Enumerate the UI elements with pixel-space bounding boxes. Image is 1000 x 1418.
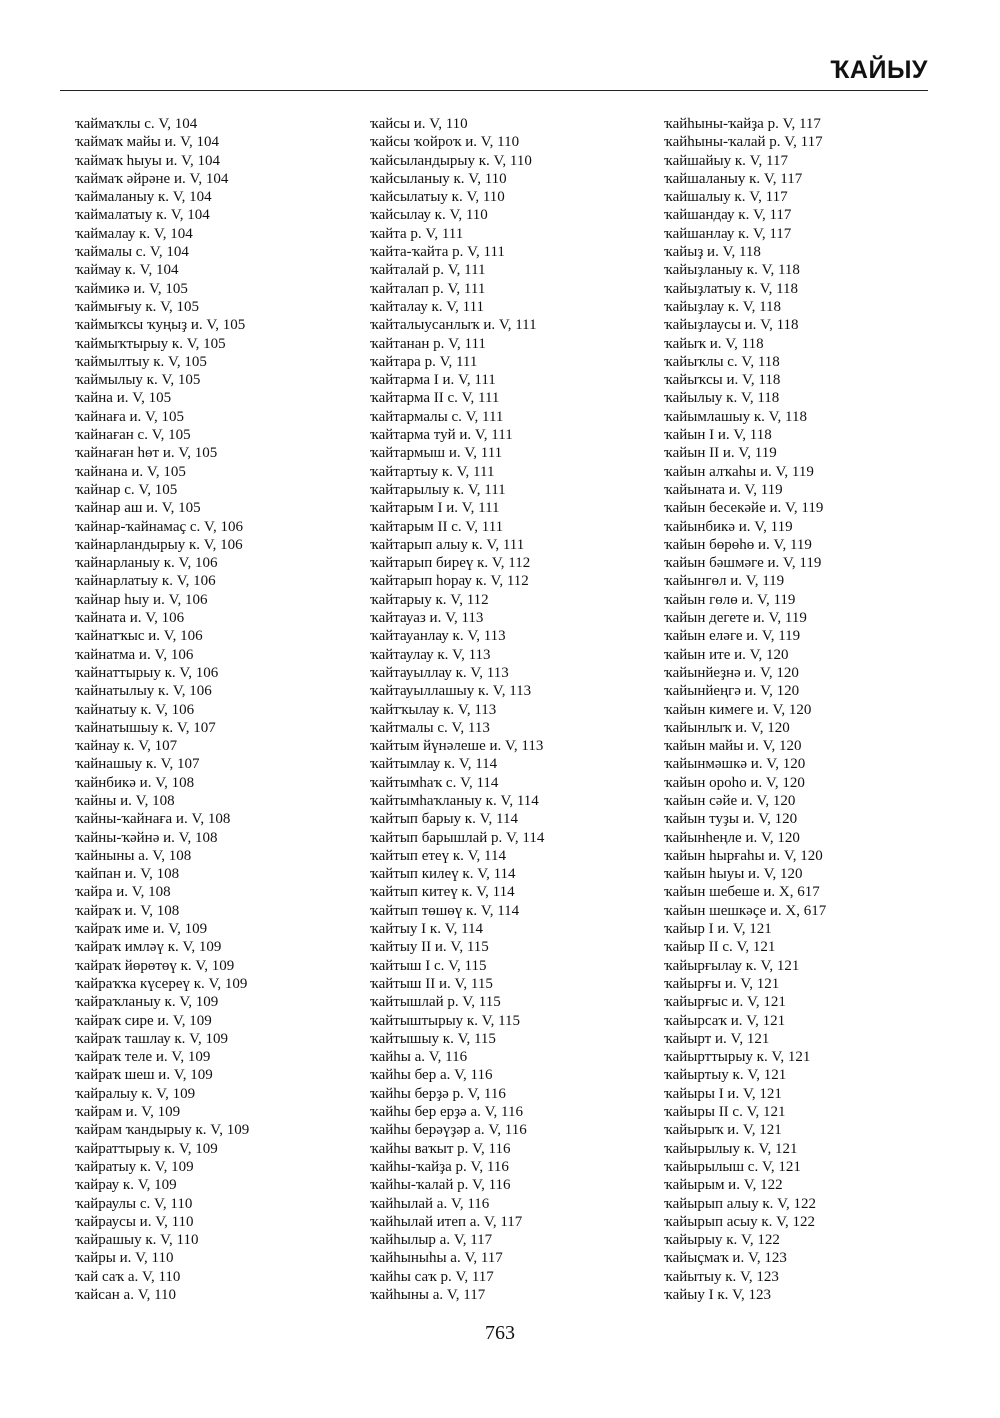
index-entry: ҡаймаҡлы с. V, 104 bbox=[75, 116, 198, 132]
index-entry: ҡайын II и. V, 119 bbox=[664, 445, 777, 462]
index-entry: ҡайраҡ теле и. V, 109 bbox=[75, 1049, 211, 1066]
index-entry: ҡайыҙлатыу к. V, 118 bbox=[664, 280, 799, 297]
index-entry: ҡайын һырғаһы и. V, 120 bbox=[664, 847, 823, 864]
index-entry: ҡайсан а. V, 110 bbox=[75, 1287, 177, 1303]
index-entry: ҡайсылатыу к. V, 110 bbox=[370, 189, 505, 206]
index-entry: ҡайнатма и. V, 106 bbox=[75, 646, 194, 663]
index-entry: ҡайынйеңгә и. V, 120 bbox=[664, 683, 800, 700]
index-entry: ҡаймалатыу к. V, 104 bbox=[75, 207, 210, 224]
index-entry: ҡайһыны-ҡайҙа р. V, 117 bbox=[664, 116, 821, 132]
index-entry: ҡайын һыуы и. V, 120 bbox=[664, 866, 803, 883]
index-entry: ҡайырғылау к. V, 121 bbox=[664, 957, 800, 974]
index-entry: ҡайсыланыу к. V, 110 bbox=[370, 170, 507, 187]
index-entry: ҡайынйеҙнә и. V, 120 bbox=[664, 664, 799, 681]
index-entry: ҡайынмәшкә и. V, 120 bbox=[664, 756, 806, 773]
index-entry: ҡайырып алыу к. V, 122 bbox=[664, 1195, 817, 1212]
index-entry: ҡайнатылыу к. V, 106 bbox=[75, 683, 212, 700]
index-entry: ҡайталап р. V, 111 bbox=[370, 280, 486, 297]
index-column-1 bbox=[75, 115, 249, 1304]
index-entry: ҡайһы-ҡалай р. V, 116 bbox=[370, 1177, 511, 1194]
index-entry: ҡайтыу I к. V, 114 bbox=[370, 921, 484, 938]
index-entry: ҡайын кимеге и. V, 120 bbox=[664, 701, 812, 718]
index-entry: ҡайһы саҡ р. V, 117 bbox=[370, 1268, 494, 1285]
index-entry: ҡайтып барышлай р. V, 114 bbox=[370, 829, 545, 846]
index-entry: ҡайтҡылау к. V, 113 bbox=[370, 701, 497, 718]
index-entry: ҡайыната и. V, 119 bbox=[664, 481, 783, 498]
index-entry: ҡайылыу к. V, 118 bbox=[664, 390, 780, 407]
index-column-3 bbox=[664, 115, 826, 1304]
index-entry: ҡайраусы и. V, 110 bbox=[75, 1213, 194, 1230]
index-entry: ҡайта-ҡайта р. V, 111 bbox=[370, 244, 505, 261]
index-entry: ҡайсы и. V, 110 bbox=[370, 116, 468, 132]
index-entry: ҡайын сәйе и. V, 120 bbox=[664, 792, 796, 809]
index-entry: ҡайын бәшмәге и. V, 119 bbox=[664, 555, 822, 572]
index-entry: ҡайтымһаҡланыу к. V, 114 bbox=[370, 792, 539, 809]
index-entry: ҡайра и. V, 108 bbox=[75, 884, 171, 901]
index-entry: ҡайнар һыу и. V, 106 bbox=[75, 591, 208, 608]
index-entry: ҡайын шебеше и. X, 617 bbox=[664, 884, 820, 901]
index-entry: ҡайната и. V, 106 bbox=[75, 610, 185, 627]
index-entry: ҡайын I и. V, 118 bbox=[664, 427, 772, 444]
index-entry: ҡаймау к. V, 104 bbox=[75, 262, 179, 279]
index-entry: ҡайһы бер а. V, 116 bbox=[370, 1067, 493, 1084]
index-entry: ҡайтыш II и. V, 115 bbox=[370, 975, 493, 992]
index-entry: ҡайраҡ име и. V, 109 bbox=[75, 921, 208, 938]
index-entry: ҡайтауаз и. V, 113 bbox=[370, 610, 484, 627]
index-entry: ҡайнана и. V, 105 bbox=[75, 463, 186, 480]
index-entry: ҡайнаға и. V, 105 bbox=[75, 408, 184, 425]
index-entry: ҡайраҡ ташлау к. V, 109 bbox=[75, 1030, 229, 1047]
index-entry: ҡайһы берәүҙәр а. V, 116 bbox=[370, 1122, 527, 1139]
index-entry: ҡайнарландырыу к. V, 106 bbox=[75, 536, 243, 553]
index-entry: ҡайнар с. V, 105 bbox=[75, 481, 178, 498]
index-entry: ҡаймалау к. V, 104 bbox=[75, 225, 193, 242]
index-entry: ҡайрам ҡандырыу к. V, 109 bbox=[75, 1122, 250, 1139]
index-entry: ҡайтауанлау к. V, 113 bbox=[370, 628, 506, 645]
index-entry: ҡайратыу к. V, 109 bbox=[75, 1158, 194, 1175]
index-entry: ҡайнатышыу к. V, 107 bbox=[75, 719, 216, 736]
index-entry: ҡайнаған һөт и. V, 105 bbox=[75, 445, 218, 462]
index-entry: ҡайырыу к. V, 122 bbox=[664, 1232, 780, 1249]
index-entry: ҡайсылау к. V, 110 bbox=[370, 207, 488, 224]
index-entry: ҡайын ороһо и. V, 120 bbox=[664, 774, 805, 791]
index-entry: ҡайта р. V, 111 bbox=[370, 225, 464, 242]
index-entry: ҡайшандау к. V, 117 bbox=[664, 207, 792, 224]
index-entry: ҡайырт и. V, 121 bbox=[664, 1030, 770, 1047]
index-entry: ҡайтып килеү к. V, 114 bbox=[370, 866, 516, 883]
index-entry: ҡайпан и. V, 108 bbox=[75, 866, 180, 883]
index-entry: ҡайһы ваҡыт р. V, 116 bbox=[370, 1140, 511, 1157]
index-entry: ҡайыҙланыу к. V, 118 bbox=[664, 262, 800, 279]
index-entry: ҡайын дегете и. V, 119 bbox=[664, 610, 807, 627]
index-entry: ҡаймығыу к. V, 105 bbox=[75, 298, 200, 315]
index-entry: ҡайраҡ и. V, 108 bbox=[75, 902, 180, 919]
index-entry: ҡайырғыс и. V, 121 bbox=[664, 994, 786, 1011]
index-entry: ҡайһы-ҡайҙа р. V, 116 bbox=[370, 1158, 509, 1175]
index-entry: ҡайнашыу к. V, 107 bbox=[75, 756, 200, 773]
index-entry: ҡайнаттырыу к. V, 106 bbox=[75, 664, 219, 681]
index-entry: ҡайымлашыу к. V, 118 bbox=[664, 408, 808, 425]
index-entry: ҡайыу I к. V, 123 bbox=[664, 1287, 772, 1303]
index-entry: ҡайын алҡаһы и. V, 119 bbox=[664, 463, 814, 480]
index-entry: ҡайтауыллашыу к. V, 113 bbox=[370, 683, 532, 700]
index-entry: ҡайыҙлау к. V, 118 bbox=[664, 298, 782, 315]
index-entry: ҡайтарыу к. V, 112 bbox=[370, 591, 489, 608]
index-entry: ҡайнар аш и. V, 105 bbox=[75, 500, 201, 517]
index-entry: ҡайсыландырыу к. V, 110 bbox=[370, 152, 532, 169]
index-entry: ҡайынбикә и. V, 119 bbox=[664, 518, 793, 535]
index-entry: ҡайырыҡ и. V, 121 bbox=[664, 1122, 782, 1139]
index-entry: ҡайраҡ сире и. V, 109 bbox=[75, 1012, 212, 1029]
index-entry: ҡайны-ҡәйнә и. V, 108 bbox=[75, 829, 218, 846]
index-entry: ҡайын еләге и. V, 119 bbox=[664, 628, 801, 645]
index-entry: ҡайһыныһы а. V, 117 bbox=[370, 1250, 503, 1267]
index-entry: ҡайтаулау к. V, 113 bbox=[370, 646, 491, 663]
index-entry: ҡайталыусанлыҡ и. V, 111 bbox=[370, 317, 537, 334]
index-entry: ҡаймыҡтырыу к. V, 105 bbox=[75, 335, 226, 352]
index-entry: ҡайһы бер ерҙә а. V, 116 bbox=[370, 1104, 523, 1121]
index-entry: ҡайырым и. V, 122 bbox=[664, 1177, 783, 1194]
index-entry: ҡайраҡ имләү к. V, 109 bbox=[75, 939, 222, 956]
index-entry: ҡайырттырыу к. V, 121 bbox=[664, 1049, 811, 1066]
index-entry: ҡаймаҡ һыуы и. V, 104 bbox=[75, 152, 221, 169]
index-entry: ҡайры и. V, 110 bbox=[75, 1250, 174, 1267]
index-entry: ҡаймалы с. V, 104 bbox=[75, 244, 189, 261]
index-entry: ҡайынһеңле и. V, 120 bbox=[664, 829, 800, 846]
index-entry: ҡайыҫмаҡ и. V, 123 bbox=[664, 1250, 787, 1267]
index-entry: ҡайныны а. V, 108 bbox=[75, 847, 192, 864]
index-entry: ҡайшайыу к. V, 117 bbox=[664, 152, 788, 169]
index-entry: ҡайыры I и. V, 121 bbox=[664, 1085, 782, 1102]
index-entry: ҡайтарып алыу к. V, 111 bbox=[370, 536, 525, 553]
index-entry: ҡайтарма I и. V, 111 bbox=[370, 372, 496, 389]
index-entry: ҡайтыштырыу к. V, 115 bbox=[370, 1012, 521, 1029]
index-entry: ҡайын гөлө и. V, 119 bbox=[664, 591, 796, 608]
index-entry: ҡайтара р. V, 111 bbox=[370, 353, 478, 370]
index-entry: ҡаймылтыу к. V, 105 bbox=[75, 353, 207, 370]
index-entry: ҡайшанлау к. V, 117 bbox=[664, 225, 792, 242]
index-entry: ҡайтып барыу к. V, 114 bbox=[370, 811, 518, 828]
index-entry: ҡайтмалы с. V, 113 bbox=[370, 719, 490, 736]
index-entry: ҡайынлыҡ и. V, 120 bbox=[664, 719, 790, 736]
index-entry: ҡайнбикә и. V, 108 bbox=[75, 774, 195, 791]
index-entry: ҡайырылыу к. V, 121 bbox=[664, 1140, 798, 1157]
index-entry: ҡайсы ҡойроҡ и. V, 110 bbox=[370, 134, 520, 151]
index-entry: ҡайтарым II с. V, 111 bbox=[370, 518, 504, 535]
index-entry: ҡайын бөрөһө и. V, 119 bbox=[664, 536, 812, 553]
index-entry: ҡайрау к. V, 109 bbox=[75, 1177, 177, 1194]
index-entry: ҡайтарып биреү к. V, 112 bbox=[370, 555, 531, 572]
index-entry: ҡайраҡ йөрөтөү к. V, 109 bbox=[75, 957, 235, 974]
index-entry: ҡайын шешкәҫе и. X, 617 bbox=[664, 902, 827, 919]
index-entry: ҡайтарым I и. V, 111 bbox=[370, 500, 500, 517]
index-entry: ҡайырғы и. V, 121 bbox=[664, 975, 780, 992]
index-entry: ҡайнарлатыу к. V, 106 bbox=[75, 573, 216, 590]
index-entry: ҡайнатҡыс и. V, 106 bbox=[75, 628, 203, 645]
index-entry: ҡайыр II с. V, 121 bbox=[664, 939, 776, 956]
index-entry: ҡайыҡсы и. V, 118 bbox=[664, 372, 781, 389]
index-entry: ҡайтартыу к. V, 111 bbox=[370, 463, 495, 480]
index-entry: ҡаймаланыу к. V, 104 bbox=[75, 189, 212, 206]
index-entry: ҡайталау к. V, 111 bbox=[370, 298, 485, 315]
index-entry: ҡайраулы с. V, 110 bbox=[75, 1195, 193, 1212]
index-entry: ҡайын ите и. V, 120 bbox=[664, 646, 789, 663]
index-entry: ҡайна и. V, 105 bbox=[75, 390, 172, 407]
index-entry: ҡайытыу к. V, 123 bbox=[664, 1268, 779, 1285]
index-entry: ҡайны-ҡайнаға и. V, 108 bbox=[75, 811, 231, 828]
index-entry: ҡайнаған с. V, 105 bbox=[75, 427, 191, 444]
index-entry: ҡайнарланыу к. V, 106 bbox=[75, 555, 218, 572]
index-entry: ҡайтанан р. V, 111 bbox=[370, 335, 486, 352]
index-entry: ҡайыртыу к. V, 121 bbox=[664, 1067, 787, 1084]
index-entry: ҡаймаҡ майы и. V, 104 bbox=[75, 134, 220, 151]
index-entry: ҡайын туҙы и. V, 120 bbox=[664, 811, 798, 828]
index-entry: ҡайнау к. V, 107 bbox=[75, 738, 178, 755]
index-entry: ҡайны и. V, 108 bbox=[75, 792, 175, 809]
index-entry: ҡайтымһаҡ с. V, 114 bbox=[370, 774, 499, 791]
index-entry: ҡайшалыу к. V, 117 bbox=[664, 189, 788, 206]
index-entry: ҡайыҡлы с. V, 118 bbox=[664, 353, 780, 370]
index-entry: ҡайралыу к. V, 109 bbox=[75, 1085, 196, 1102]
index-entry: ҡайһылыр а. V, 117 bbox=[370, 1232, 493, 1249]
index-entry: ҡайраҡ шеш и. V, 109 bbox=[75, 1067, 213, 1084]
index-entry: ҡайраттырыу к. V, 109 bbox=[75, 1140, 218, 1157]
index-entry: ҡайрашыу к. V, 110 bbox=[75, 1232, 199, 1249]
index-entry: ҡайнар-ҡайнамаҫ с. V, 106 bbox=[75, 518, 243, 535]
index-entry: ҡайырылыш с. V, 121 bbox=[664, 1158, 801, 1175]
index-entry: ҡайшаланыу к. V, 117 bbox=[664, 170, 803, 187]
index-entry: ҡайраҡланыу к. V, 109 bbox=[75, 994, 219, 1011]
index-entry: ҡайтарма туй и. V, 111 bbox=[370, 427, 513, 444]
index-entry: ҡайтыу II и. V, 115 bbox=[370, 939, 489, 956]
index-column-2 bbox=[370, 115, 544, 1304]
page-number: 763 bbox=[485, 1322, 515, 1344]
index-entry: ҡайһылай а. V, 116 bbox=[370, 1195, 490, 1212]
index-entry: ҡайыр I и. V, 121 bbox=[664, 921, 772, 938]
running-head bbox=[60, 58, 928, 91]
page-header-word: ҠАЙЫУ bbox=[830, 56, 928, 84]
index-entry: ҡайырсаҡ и. V, 121 bbox=[664, 1012, 786, 1029]
index-entry: ҡайһыны-ҡалай р. V, 117 bbox=[664, 134, 823, 151]
index-entry: ҡайтармыш и. V, 111 bbox=[370, 445, 503, 462]
index-entry: ҡайтып төшөү к. V, 114 bbox=[370, 902, 520, 919]
index-entry: ҡайтышлай р. V, 115 bbox=[370, 994, 501, 1011]
index-entry: ҡайыҙ и. V, 118 bbox=[664, 244, 761, 261]
index-entry: ҡайыры II с. V, 121 bbox=[664, 1104, 786, 1121]
index-entry: ҡайтарып һорау к. V, 112 bbox=[370, 573, 529, 590]
index-entry: ҡайтармалы с. V, 111 bbox=[370, 408, 504, 425]
index-entry: ҡайыҙлаусы и. V, 118 bbox=[664, 317, 799, 334]
index-entry: ҡайтауыллау к. V, 113 bbox=[370, 664, 509, 681]
index-entry: ҡай саҡ а. V, 110 bbox=[75, 1268, 181, 1285]
index-entry: ҡайтымлау к. V, 114 bbox=[370, 756, 498, 773]
index-entry: ҡайтарма II с. V, 111 bbox=[370, 390, 500, 407]
index-entry: ҡаймыҡсы ҡуңыҙ и. V, 105 bbox=[75, 317, 246, 334]
index-entry: ҡаймаҡ әйрәне и. V, 104 bbox=[75, 170, 229, 187]
index-entry: ҡайыҡ и. V, 118 bbox=[664, 335, 764, 352]
index-entry: ҡайтым йүнәлеше и. V, 113 bbox=[370, 738, 544, 755]
index-entry: ҡайһыны а. V, 117 bbox=[370, 1287, 486, 1303]
index-entry: ҡайһылай итеп а. V, 117 bbox=[370, 1213, 523, 1230]
index-entry: ҡайтыш I с. V, 115 bbox=[370, 957, 487, 974]
index-entry: ҡайтып китеү к. V, 114 bbox=[370, 884, 515, 901]
index-entry: ҡайтып етеү к. V, 114 bbox=[370, 847, 506, 864]
index-entry: ҡайырып асыу к. V, 122 bbox=[664, 1213, 816, 1230]
index-entry: ҡаймикә и. V, 105 bbox=[75, 280, 188, 297]
index-entry: ҡайһы берҙә р. V, 116 bbox=[370, 1085, 506, 1102]
index-entry: ҡайын майы и. V, 120 bbox=[664, 738, 802, 755]
index-entry: ҡайтарылыу к. V, 111 bbox=[370, 481, 506, 498]
index-entry: ҡайынгөл и. V, 119 bbox=[664, 573, 785, 590]
index-entry: ҡайһы а. V, 116 bbox=[370, 1049, 468, 1066]
index-entry: ҡайраҡҡа күсереү к. V, 109 bbox=[75, 975, 248, 992]
index-entry: ҡайтышыу к. V, 115 bbox=[370, 1030, 496, 1047]
index-entry: ҡайын бесекәйе и. V, 119 bbox=[664, 500, 824, 517]
index-entry: ҡайрам и. V, 109 bbox=[75, 1104, 181, 1121]
index-entry: ҡайталай р. V, 111 bbox=[370, 262, 486, 279]
index-entry: ҡайнатыу к. V, 106 bbox=[75, 701, 195, 718]
index-entry: ҡаймылыу к. V, 105 bbox=[75, 372, 201, 389]
